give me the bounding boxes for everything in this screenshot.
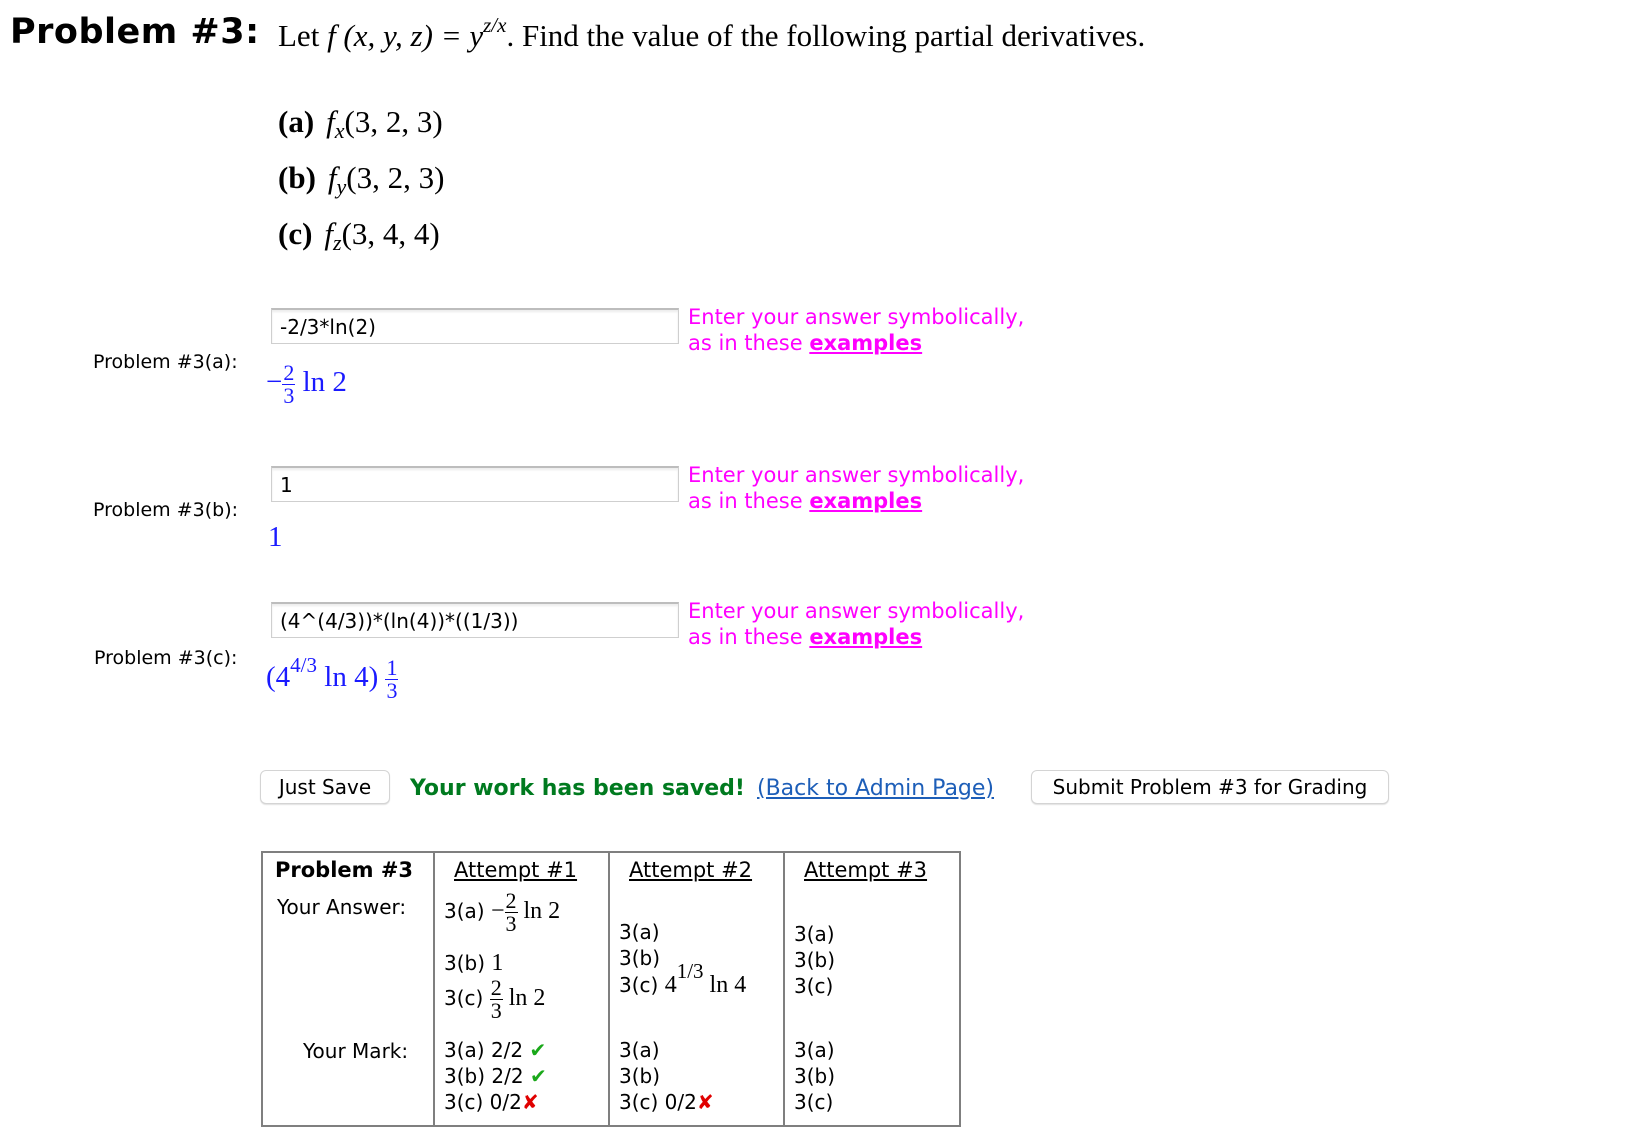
problem-title: Problem #3:	[10, 12, 260, 52]
answer-c-label: Problem #3(c):	[94, 647, 238, 669]
part-a: (a) $f_x(3$, 2, 3)	[278, 104, 443, 143]
part-c: (c) $f_z(3$, 4, 4)	[278, 216, 440, 255]
answer-c-hint: Enter your answer symbolically, as in these examples	[688, 599, 1025, 649]
answer-b-rendered: 1	[268, 521, 283, 553]
answer-c-rendered: ($4^{4/3}$ ln 4) $\frac{1}{3}$	[266, 653, 398, 703]
submit-grading-button[interactable]: Submit Problem #3 for Grading	[1031, 770, 1389, 804]
check-icon: ✔	[529, 1064, 547, 1088]
table-divider	[783, 853, 785, 1125]
answer-b-input[interactable]: 1	[271, 466, 679, 502]
attempt-2-answers: 3(a) 3(b) 3(c) $4^{1/3}$ ln 4	[619, 920, 747, 998]
examples-link[interactable]: examples	[809, 331, 923, 355]
answer-a-rendered: − $\frac{2}{3}$ ln 2	[266, 360, 347, 408]
examples-link[interactable]: examples	[809, 489, 923, 513]
attempt-2-marks: 3(a) 3(b) 3(c) 0/2✘	[619, 1038, 714, 1114]
attempt-3-link[interactable]: Attempt #3	[804, 858, 928, 882]
attempt-3-marks: 3(a) 3(b) 3(c)	[794, 1038, 836, 1114]
attempt-1-link[interactable]: Attempt #1	[454, 858, 578, 882]
your-mark-label: Your Mark:	[303, 1039, 409, 1063]
statement-exponent: z/x	[483, 13, 507, 37]
attempts-table	[261, 851, 961, 1127]
your-answer-label: Your Answer:	[277, 895, 407, 919]
attempt-1-marks: 3(a) 2/2 ✔ 3(b) 2/2 ✔ 3(c) 0/2✘	[444, 1038, 547, 1114]
attempt-3-answers: 3(a) 3(b) 3(c)	[794, 922, 836, 998]
table-divider	[433, 853, 435, 1125]
cross-icon: ✘	[696, 1090, 714, 1114]
problem-statement: Let f (x, y, $z) = y^{z/x}$. Find the value of the following partial derivatives.	[278, 13, 1146, 53]
table-header-problem: Problem #3	[275, 858, 414, 882]
answer-b-label: Problem #3(b):	[93, 499, 239, 521]
just-save-button[interactable]: Just Save	[260, 770, 390, 804]
attempt-1-answer-c: 3(c) $\frac{2}{3}$ ln 2	[444, 975, 546, 1023]
attempt-1-answer-a: 3(a) − $\frac{2}{3}$ ln 2	[444, 888, 561, 936]
answer-c-input[interactable]: (4^(4/3))*(ln(4))*((1/3))	[271, 602, 679, 638]
answer-b-hint: Enter your answer symbolically, as in these examples	[688, 463, 1025, 513]
statement-function: f (x, y, z) = y	[327, 18, 484, 53]
answer-a-input[interactable]: -2/3*ln(2)	[271, 308, 679, 344]
examples-link[interactable]: examples	[809, 625, 923, 649]
answer-a-hint: Enter your answer symbolically, as in these examples	[688, 305, 1025, 355]
part-b: (b) $f_y(3$, 2, 3)	[278, 160, 445, 199]
saved-message: Your work has been saved!	[410, 776, 745, 801]
answer-a-label: Problem #3(a):	[93, 351, 238, 373]
attempt-1-answer-b: 3(b) 1	[444, 950, 504, 976]
table-divider	[608, 853, 610, 1125]
check-icon: ✔	[529, 1038, 547, 1062]
cross-icon: ✘	[521, 1090, 539, 1114]
attempt-2-link[interactable]: Attempt #2	[629, 858, 753, 882]
back-to-admin-link[interactable]: (Back to Admin Page)	[757, 776, 995, 801]
